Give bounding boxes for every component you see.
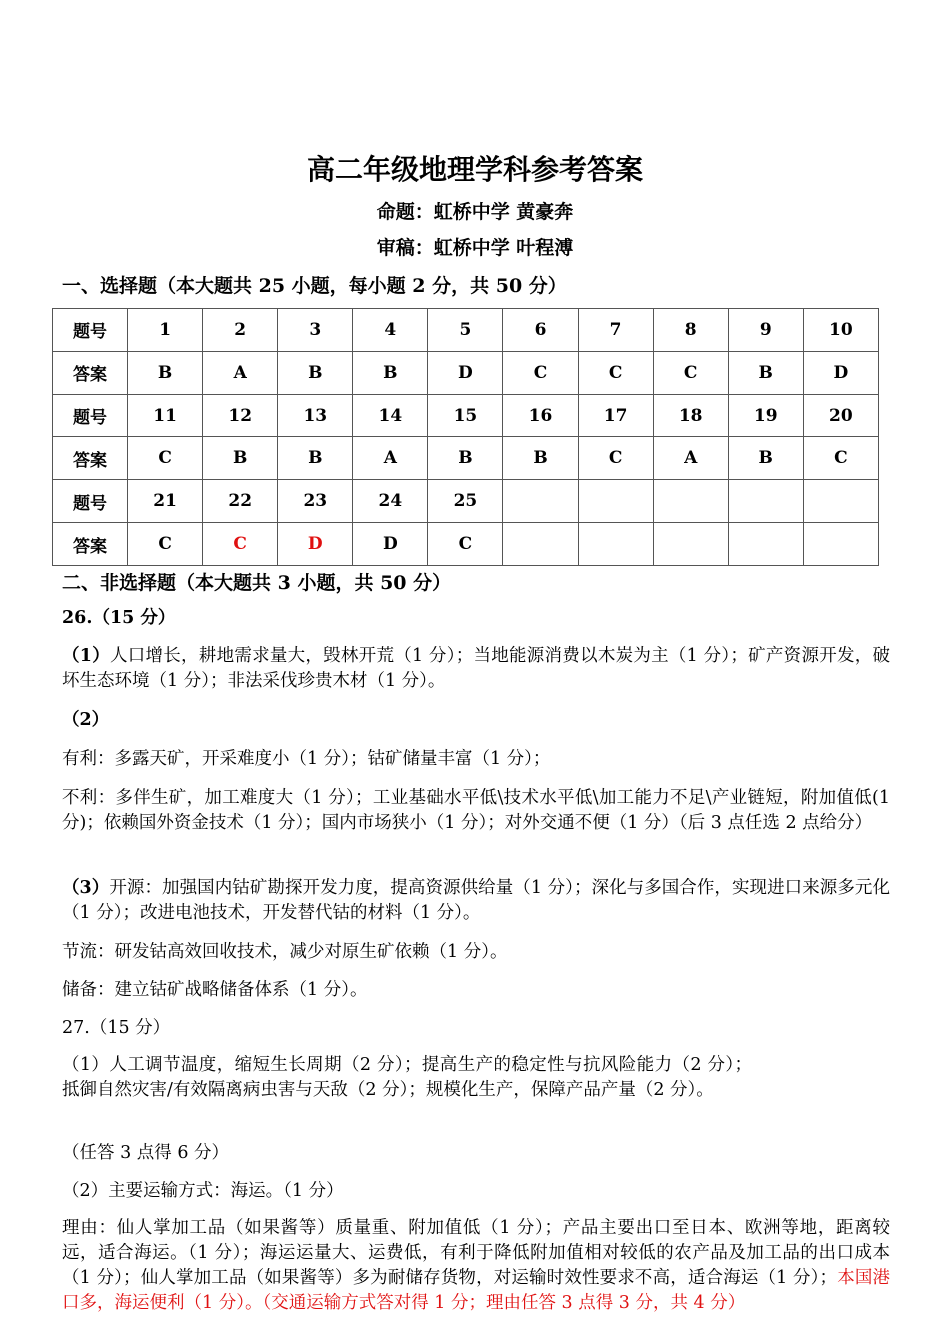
question-number-cell: 10 (803, 309, 878, 352)
q26-part1-mark: （1） (62, 646, 110, 666)
q26-part2-favorable: 有利：多露天矿，开采难度小（1 分）；钴矿储量丰富（1 分）； (62, 749, 551, 769)
answer-cell: C (803, 437, 878, 480)
answer-cell: C (578, 351, 653, 394)
question-number-label: 题号 (53, 309, 128, 352)
q27-part1: （1）人工调节温度，缩短生长周期（2 分）；提高生产的稳定性与抗风险能力（2 分）；抵御自然灾害/有效隔离病虫害与天敌（2 分）；规模化生产，保障产品产量（2 分）。 (62, 1055, 752, 1100)
question-number-cell: 18 (653, 394, 728, 437)
answer-label: 答案 (53, 437, 128, 480)
answer-cell: B (728, 351, 803, 394)
table-row (53, 351, 879, 394)
section-2-heading: 二、非选择题（本大题共 3 小题，共 50 分） (62, 572, 452, 594)
question-number-cell: 2 (203, 309, 278, 352)
answer-cell: C (653, 351, 728, 394)
answer-cell (653, 523, 728, 566)
answer-cell: C (128, 437, 203, 480)
question-number-cell: 12 (203, 394, 278, 437)
q27-heading: 27.（15 分） (62, 1018, 171, 1038)
q26-part2-unfavorable: 不利：多伴生矿，加工难度大（1 分）；工业基础水平低\技术水平低\加工能力不足\产业链短，附加值低(1分)；依赖国外资金技术（1 分）；国内市场狭小（1 分）；对外交通不便（1 分）（后 3 点任选 2 点给分） (62, 788, 890, 833)
question-number-label: 题号 (53, 480, 128, 523)
question-number-cell: 6 (503, 309, 578, 352)
answer-cell: D (278, 523, 353, 566)
q26-part3 (62, 876, 890, 926)
answer-cell: B (278, 351, 353, 394)
answer-cell: B (128, 351, 203, 394)
question-number-cell (578, 480, 653, 523)
question-number-label: 题号 (53, 394, 128, 437)
question-number-cell: 24 (353, 480, 428, 523)
table-row (53, 394, 879, 437)
question-number-cell: 17 (578, 394, 653, 437)
q26-part1 (62, 644, 890, 694)
answer-cell: C (503, 351, 578, 394)
question-number-cell: 5 (428, 309, 503, 352)
answer-cell: B (728, 437, 803, 480)
question-number-cell: 22 (203, 480, 278, 523)
answer-cell: B (428, 437, 503, 480)
question-number-cell: 3 (278, 309, 353, 352)
question-number-cell: 23 (278, 480, 353, 523)
answer-cell: B (203, 437, 278, 480)
question-number-cell (803, 480, 878, 523)
q27-part2: （2）主要运输方式：海运。（1 分） (62, 1181, 344, 1201)
q27-part2-reasons (62, 1216, 890, 1316)
table-row (53, 523, 879, 566)
answer-cell: D (803, 351, 878, 394)
question-number-cell: 9 (728, 309, 803, 352)
answer-cell: D (428, 351, 503, 394)
q26-part3-mark: （3） (62, 878, 110, 898)
q26-heading: 26.（15 分） (62, 608, 176, 628)
question-number-cell: 13 (278, 394, 353, 437)
question-number-cell: 15 (428, 394, 503, 437)
answer-cell: A (203, 351, 278, 394)
q26-part3-reserve: 储备：建立钴矿战略储备体系（1 分）。 (62, 980, 368, 1000)
answer-cell (803, 523, 878, 566)
answer-label: 答案 (53, 523, 128, 566)
table-row (53, 480, 879, 523)
question-number-cell: 19 (728, 394, 803, 437)
answer-cell: C (128, 523, 203, 566)
q26-part1-text: 人口增长，耕地需求量大，毁林开荒（1 分）；当地能源消费以木炭为主（1 分）；矿产资源开发，破坏生态环境（1 分）；非法采伐珍贵木材（1 分）。 (62, 646, 891, 691)
answer-cell: A (653, 437, 728, 480)
question-number-cell: 4 (353, 309, 428, 352)
answer-label: 答案 (53, 351, 128, 394)
answer-cell: D (353, 523, 428, 566)
question-number-cell: 8 (653, 309, 728, 352)
answer-cell: C (428, 523, 503, 566)
question-number-cell (653, 480, 728, 523)
answer-table (52, 308, 879, 566)
question-number-cell: 14 (353, 394, 428, 437)
answer-cell (578, 523, 653, 566)
question-number-cell: 16 (503, 394, 578, 437)
section-1-heading: 一、选择题（本大题共 25 小题，每小题 2 分，共 50 分） (62, 275, 567, 297)
question-number-cell: 20 (803, 394, 878, 437)
answer-cell: C (203, 523, 278, 566)
q26-part3-text: 开源：加强国内钴矿勘探开发力度，提高资源供给量（1 分）；深化与多国合作，实现进口来源多元化（1 分）；改进电池技术，开发替代钴的材料（1 分）。 (62, 878, 890, 923)
question-number-cell (503, 480, 578, 523)
question-number-cell: 1 (128, 309, 203, 352)
question-number-cell: 11 (128, 394, 203, 437)
question-number-cell (728, 480, 803, 523)
answer-cell: A (353, 437, 428, 480)
q27-reasons-text: 理由：仙人掌加工品（如果酱等）质量重、附加值低（1 分）；产品主要出口至日本、欧洲等地，距离较远，适合海运。（1 分）；海运运量大、运费低，有利于降低附加值相对较低的农产品及加工品的出口成本（1 分）；仙人掌加工品（如果酱等）多为耐储存货物，对运输时效性要求不高，适合海运（1 分）； (62, 1218, 890, 1288)
answer-cell (503, 523, 578, 566)
table-row (53, 309, 879, 352)
answer-cell: B (353, 351, 428, 394)
answer-cell: B (503, 437, 578, 480)
question-number-cell: 7 (578, 309, 653, 352)
answer-cell: B (278, 437, 353, 480)
document-title: 高二年级地理学科参考答案 (306, 153, 643, 186)
author-line: 命题：虹桥中学 黄豪奔 (376, 201, 574, 223)
question-number-cell: 21 (128, 480, 203, 523)
q26-part2-mark: （2） (62, 710, 110, 730)
q26-part3-conserve: 节流：研发钴高效回收技术，减少对原生矿依赖（1 分）。 (62, 942, 508, 962)
question-number-cell: 25 (428, 480, 503, 523)
reviewer-line: 审稿：虹桥中学 叶程溥 (376, 237, 574, 259)
answer-cell (728, 523, 803, 566)
q27-part1-note: （任答 3 点得 6 分） (62, 1143, 230, 1163)
q27-reasons-highlight: 本国港口多，海运便利（1 分）。（交通运输方式答对得 1 分；理由任答 3 点得 3 分，共 4 分） (62, 1268, 891, 1313)
answer-cell: C (578, 437, 653, 480)
table-row (53, 437, 879, 480)
